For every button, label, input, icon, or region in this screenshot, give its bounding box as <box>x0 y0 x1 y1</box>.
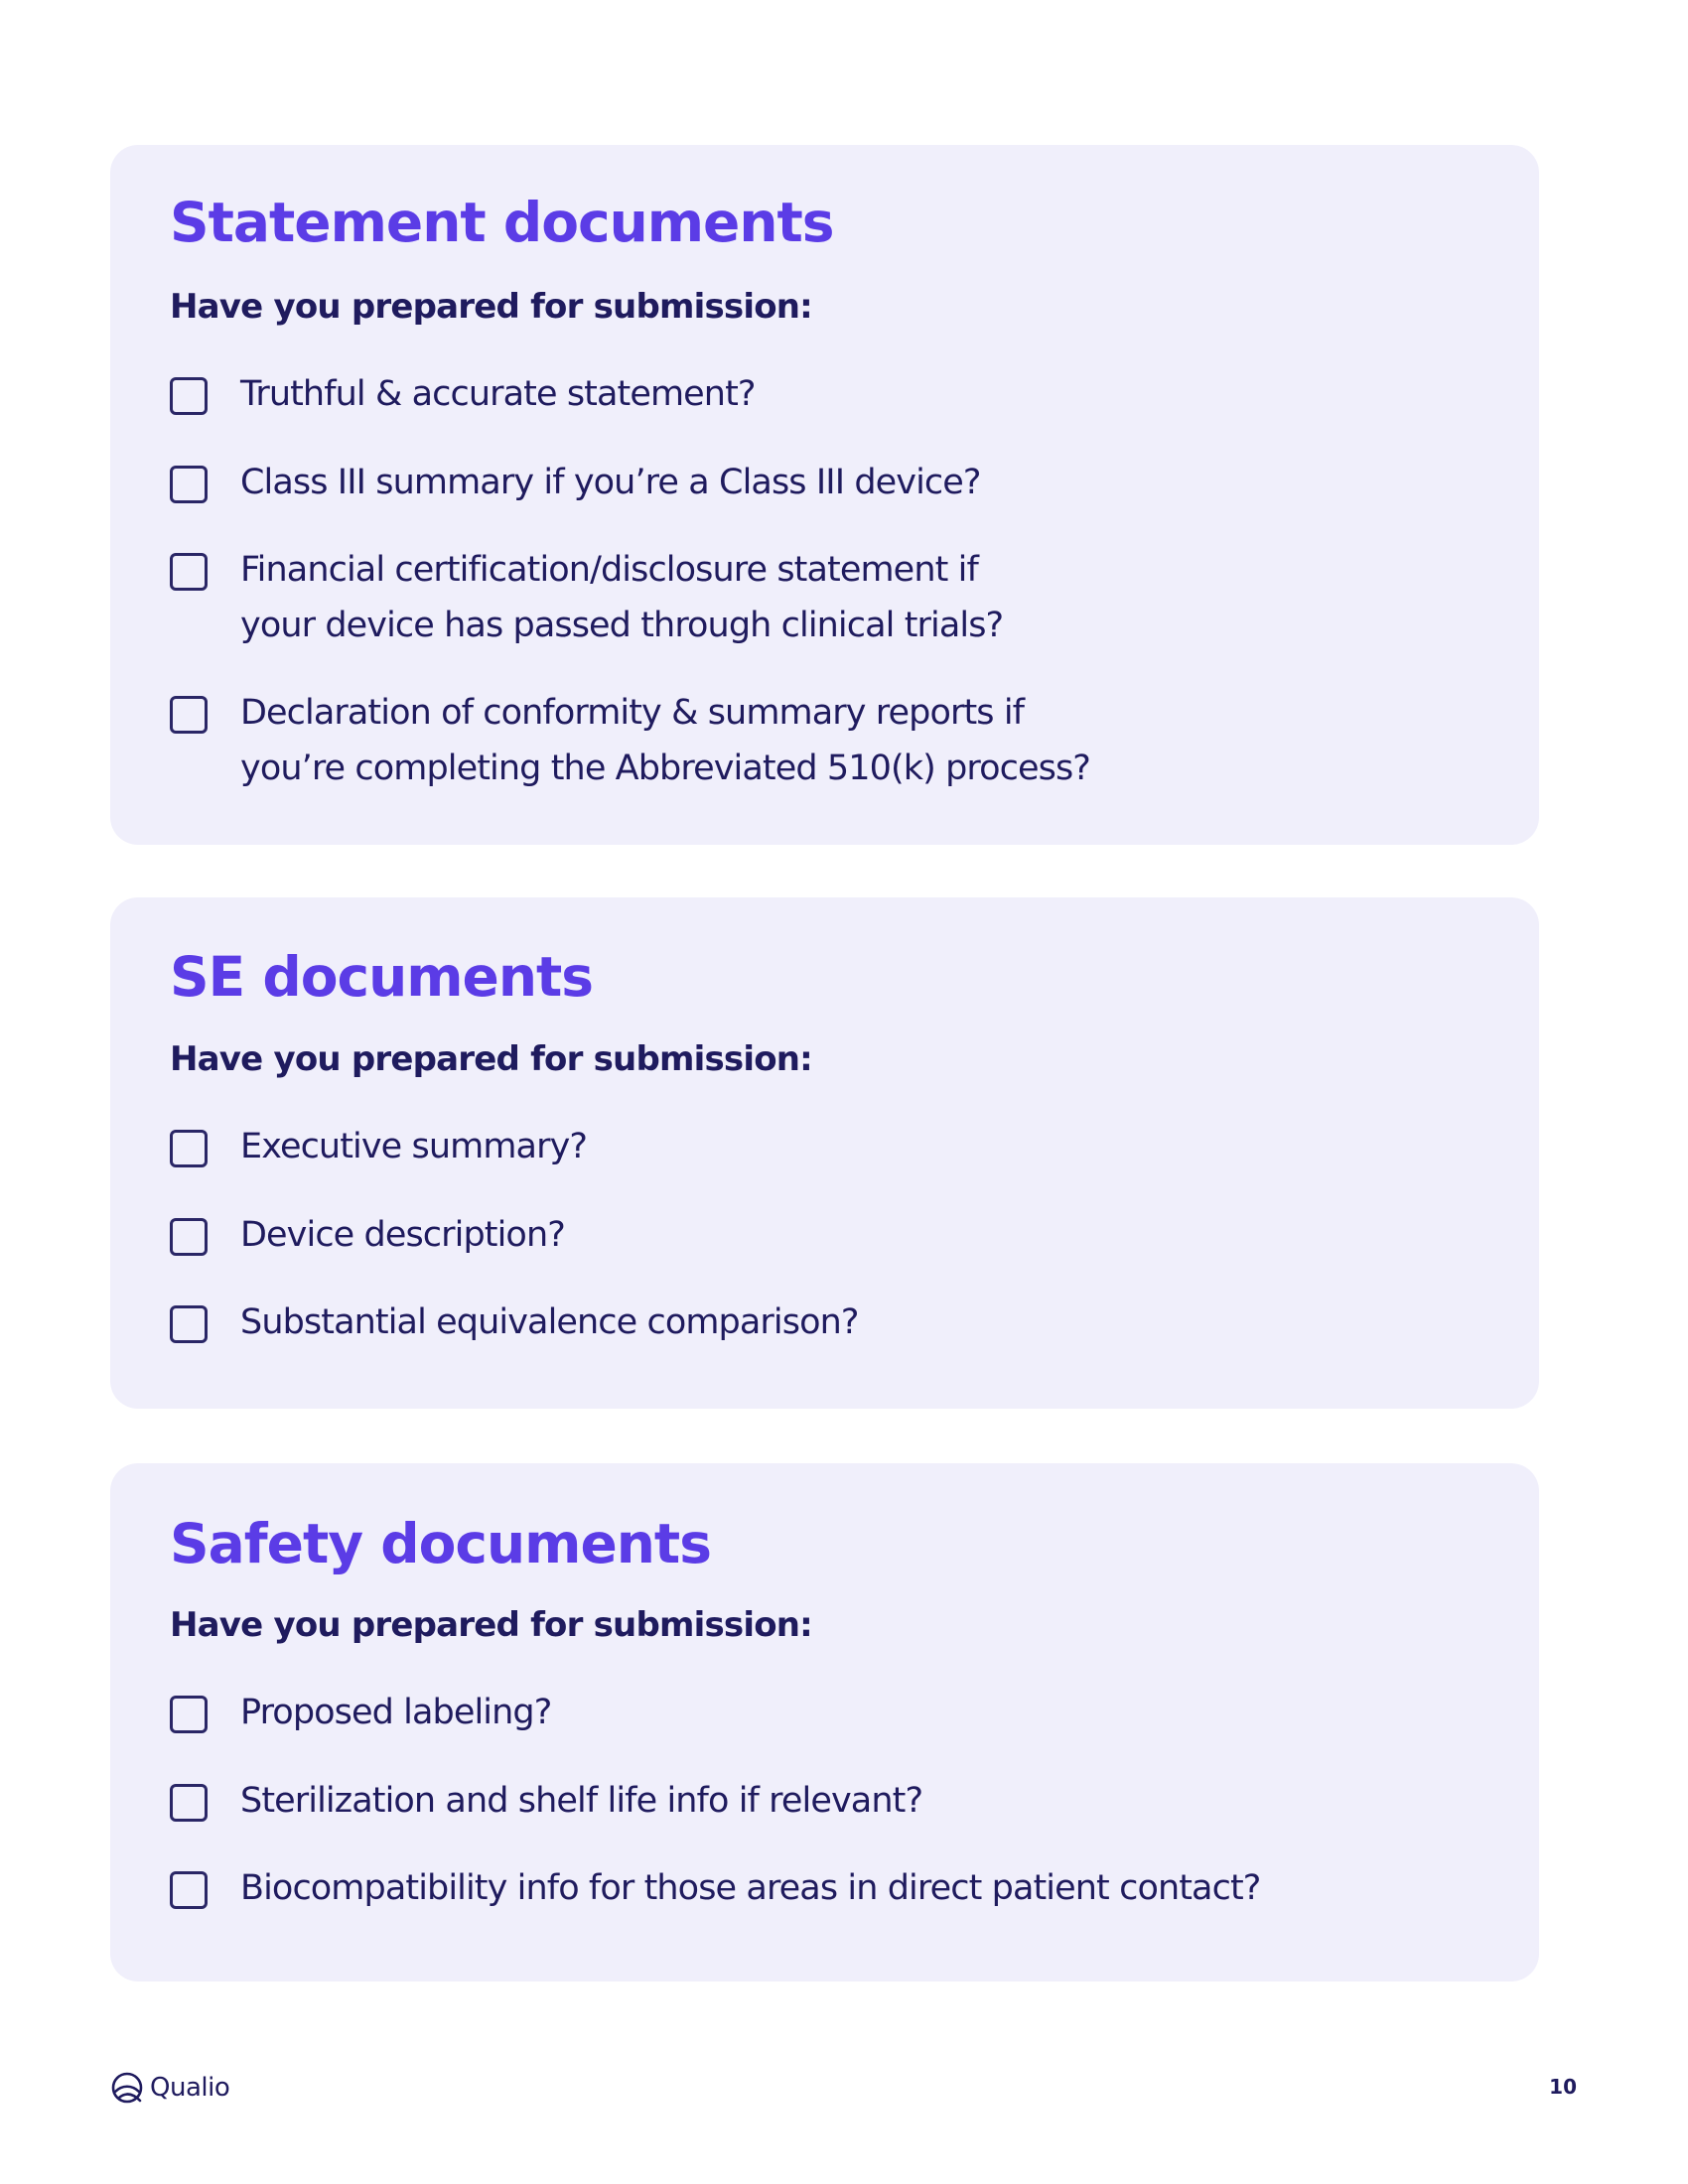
checklist-item-label: Biocompatibility info for those areas in direct patient contact? <box>240 1868 1261 1908</box>
checklist-item-label: Financial certification/disclosure statement if your device has passed through clinical trials? <box>240 550 1004 645</box>
logo-text: Qualio <box>150 2073 230 2103</box>
checkbox[interactable] <box>170 1696 208 1733</box>
checklist-item[interactable] <box>170 464 981 510</box>
section-subtitle: Have you prepared for submission: <box>170 287 812 327</box>
section-title: Safety documents <box>170 1512 711 1575</box>
safety-documents-card <box>110 1463 1539 1981</box>
checklist-item-label: Device description? <box>240 1215 565 1255</box>
page-number: 10 <box>1549 2075 1577 2099</box>
se-documents-card <box>110 897 1539 1409</box>
checklist-item-label: Truthful & accurate statement? <box>240 374 756 414</box>
checkbox[interactable] <box>170 553 208 591</box>
section-subtitle: Have you prepared for submission: <box>170 1605 812 1645</box>
qualio-logo-icon <box>110 2071 144 2105</box>
checklist-item-label: Sterilization and shelf life info if relevant? <box>240 1781 923 1821</box>
section-title: Statement documents <box>170 191 834 254</box>
qualio-logo <box>110 2071 229 2105</box>
checklist-item[interactable] <box>170 1303 859 1350</box>
checklist-item[interactable] <box>170 375 756 422</box>
section-subtitle: Have you prepared for submission: <box>170 1039 812 1079</box>
checklist-item[interactable] <box>170 1128 587 1174</box>
section-title: SE documents <box>170 945 594 1009</box>
checklist-item[interactable] <box>170 551 1003 653</box>
checkbox[interactable] <box>170 1871 208 1909</box>
checklist-item[interactable] <box>170 1869 1260 1916</box>
checkbox[interactable] <box>170 1784 208 1822</box>
checklist-item-label: Executive summary? <box>240 1127 588 1166</box>
checkbox[interactable] <box>170 1305 208 1343</box>
checkbox[interactable] <box>170 696 208 734</box>
statement-documents-card <box>110 145 1539 845</box>
checkbox[interactable] <box>170 1218 208 1256</box>
checkbox[interactable] <box>170 1130 208 1167</box>
checklist-item[interactable] <box>170 1694 551 1740</box>
checklist-item[interactable] <box>170 694 1090 796</box>
checkbox[interactable] <box>170 466 208 503</box>
checklist-item-label: Proposed labeling? <box>240 1693 552 1732</box>
checklist-item-label: Substantial equivalence comparison? <box>240 1302 859 1342</box>
checkbox[interactable] <box>170 377 208 415</box>
checklist-item-label: Declaration of conformity & summary reports if you’re completing the Abbreviated 510(k) process? <box>240 693 1090 788</box>
checklist-item-label: Class III summary if you’re a Class III device? <box>240 463 981 502</box>
checklist-item[interactable] <box>170 1216 565 1263</box>
checklist-item[interactable] <box>170 1782 922 1829</box>
